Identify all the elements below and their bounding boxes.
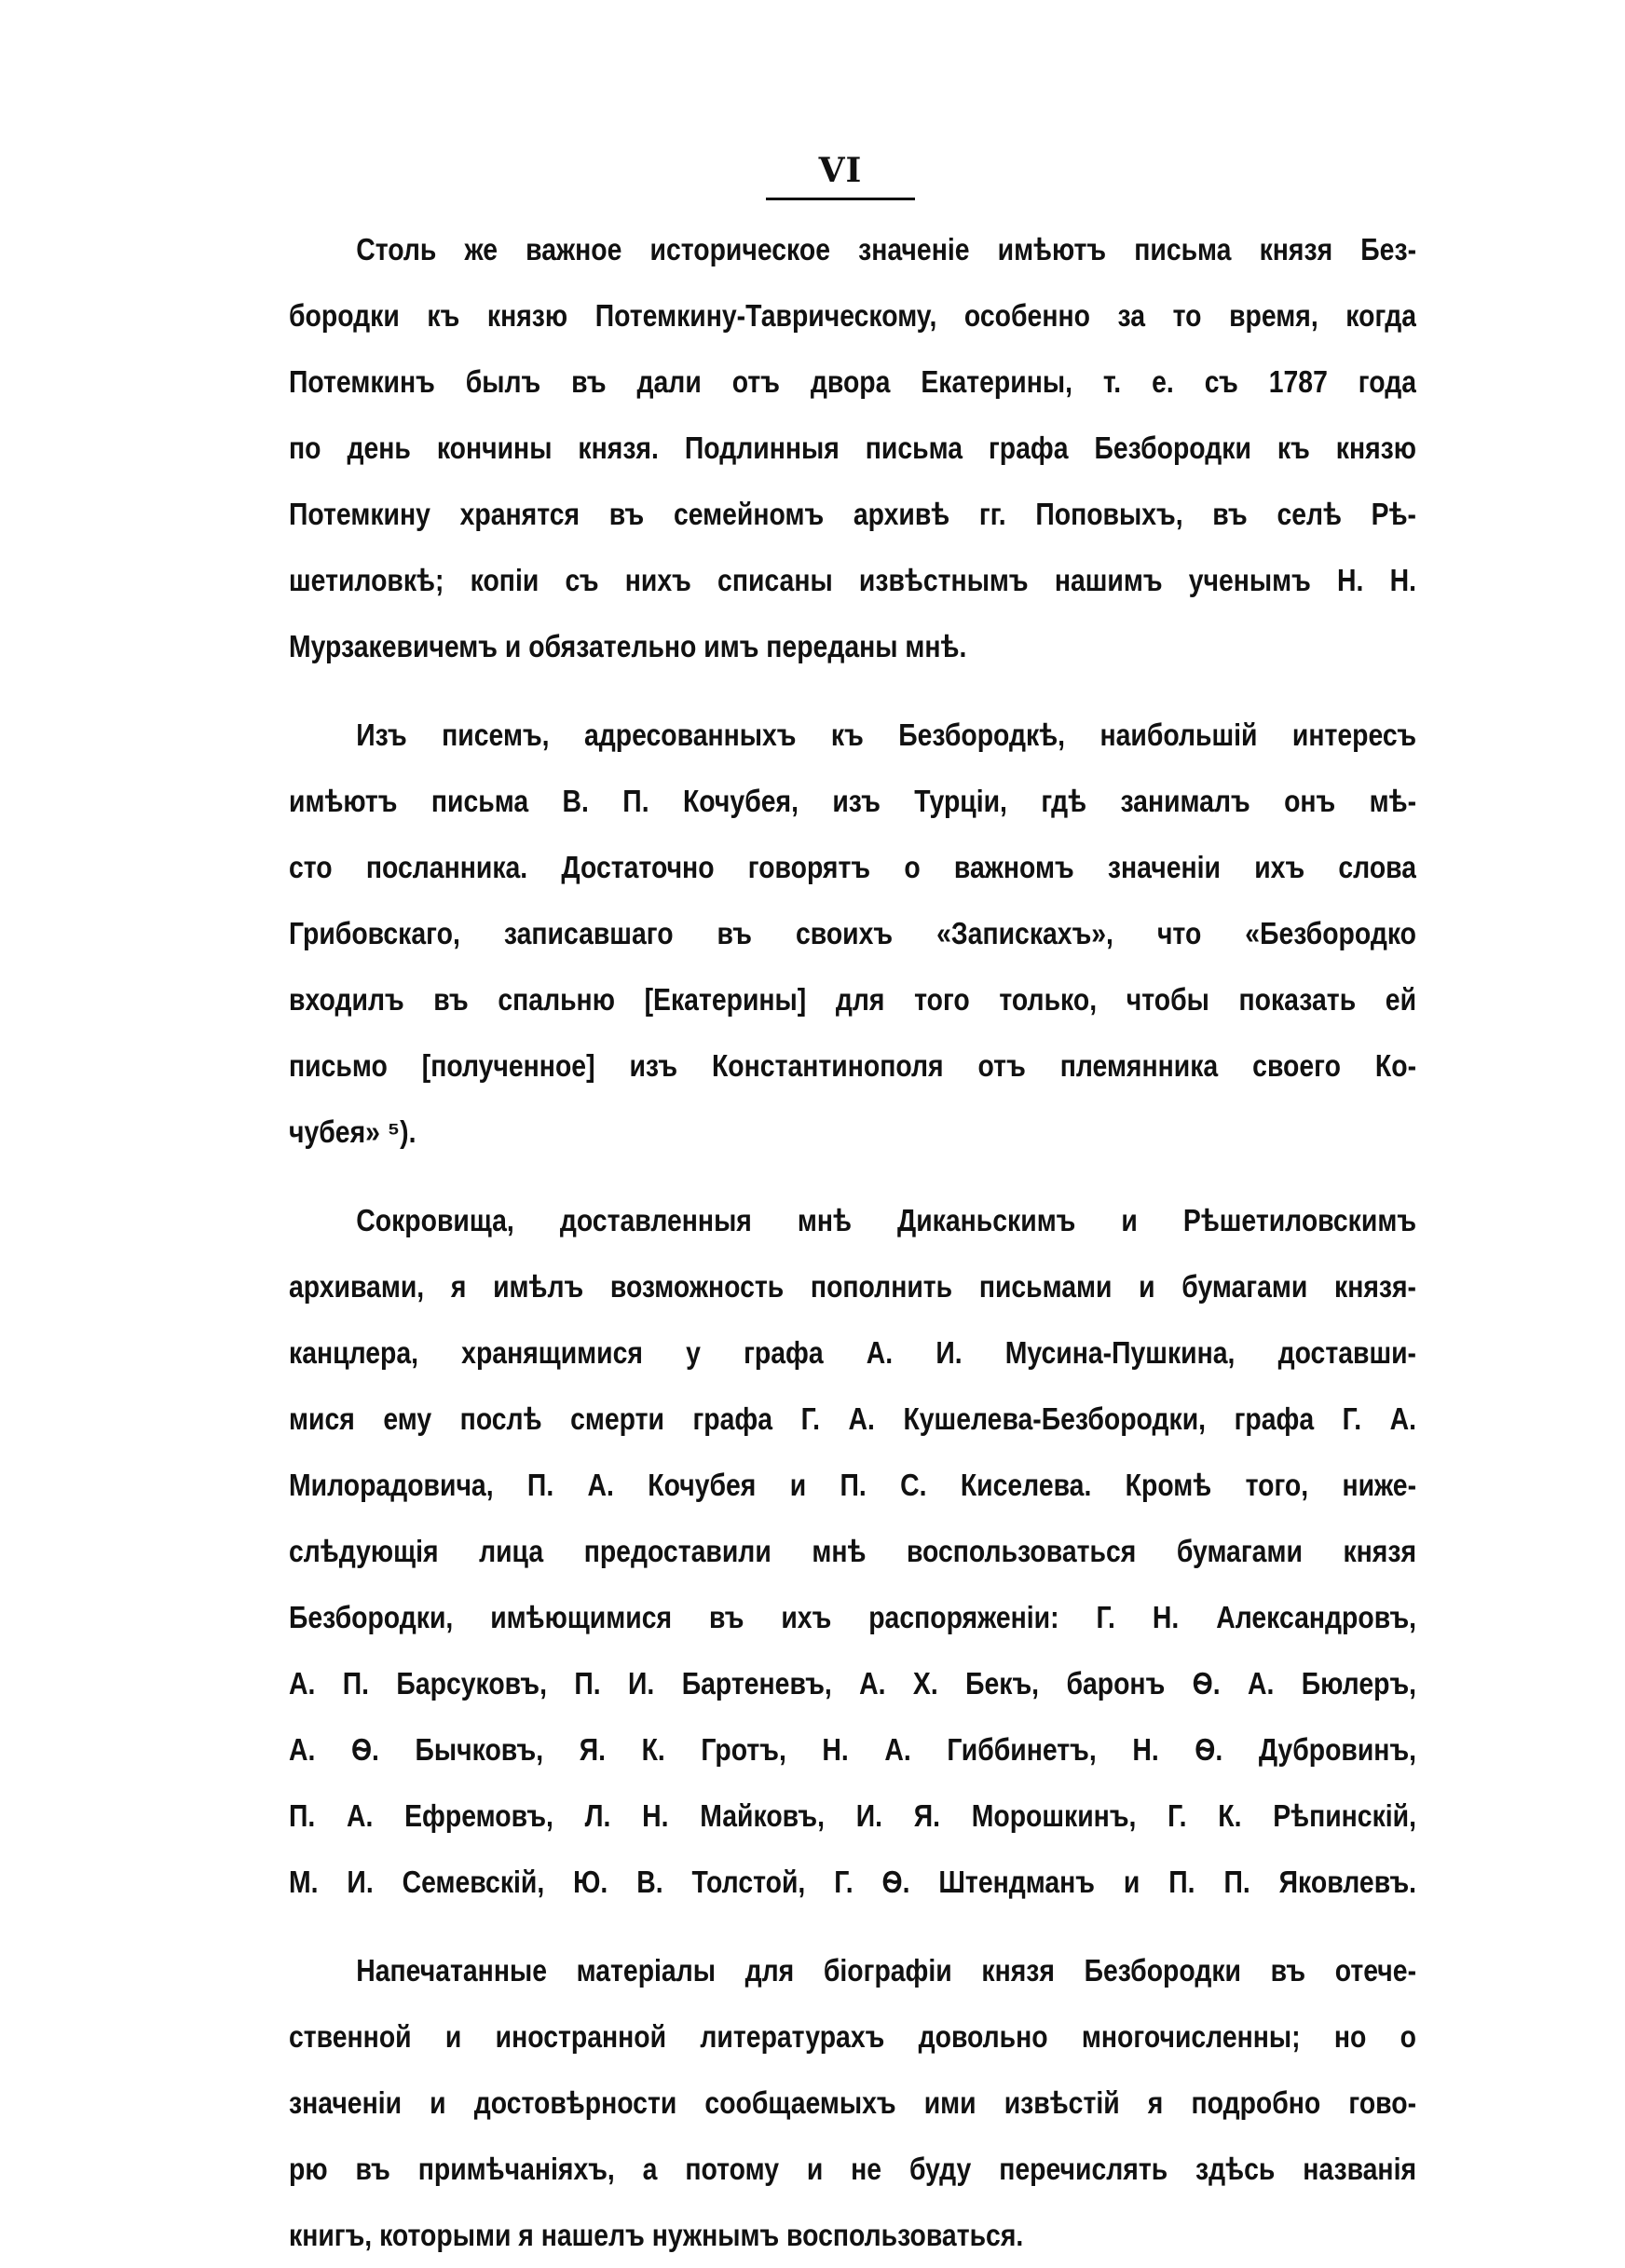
text-line: по день кончины князя. Подлинныя письма графа Безбородки къ князю [289, 430, 1417, 465]
page-number: VI [818, 151, 863, 190]
text-line: чубея» ⁵). [289, 1114, 416, 1149]
text-line: архивами, я имѣлъ возможность пополнить письмами и бумагами князя- [289, 1269, 1417, 1304]
paragraph-2 [289, 702, 1416, 1165]
text-line: Безбородки, имѣющимися въ ихъ распоряженiи: Г. Н. Александровъ, [289, 1600, 1417, 1634]
paragraph-4 [289, 1937, 1416, 2268]
text-line: Напечатанные матерiалы для бiографiи князя Безбородки въ отече- [356, 1953, 1417, 1988]
text-line: ственной и иностранной литературахъ довольно многочисленны; но о [289, 2019, 1417, 2054]
paragraph-gap [289, 1165, 1416, 1187]
text-line: П. А. Ефремовъ, Л. Н. Майковъ, И. Я. Морошкинъ, Г. К. Рѣпинскiй, [289, 1798, 1417, 1833]
text-line: шетиловкѣ; копiи съ нихъ списаны извѣстнымъ нашимъ ученымъ Н. Н. [289, 563, 1417, 597]
paragraph-1 [289, 216, 1416, 679]
text-line: Потемкинъ былъ въ дали отъ двора Екатерины, т. е. съ 1787 года [289, 364, 1417, 399]
text-line: рю въ примѣчанiяхъ, а потому и не буду перечислять здѣсь названiя [289, 2152, 1417, 2186]
text-line: А. П. Барсуковъ, П. И. Бартеневъ, А. Х. Бекъ, баронъ Ѳ. А. Бюлеръ, [289, 1666, 1417, 1701]
text-line: Грибовскаго, записавшаго въ своихъ «Запискахъ», что «Безбородко [289, 916, 1417, 950]
text-line: письмо [полученное] изъ Константинополя отъ племянника своего Ко- [289, 1048, 1417, 1083]
paragraph-gap [289, 679, 1416, 702]
body-text [289, 216, 1416, 2268]
text-line: канцлера, хранящимися у графа А. И. Мусина-Пушкина, доставши- [289, 1335, 1417, 1370]
text-line: Столь же важное историческое значенiе имѣютъ письма князя Без- [356, 232, 1417, 266]
text-line: бородки къ князю Потемкину-Таврическому, особенно за то время, когда [289, 298, 1417, 333]
text-line: входилъ въ спальню [Екатерины] для того только, чтобы показать ей [289, 982, 1417, 1017]
text-line: А. Ѳ. Бычковъ, Я. К. Гротъ, Н. А. Гиббинетъ, Н. Ѳ. Дубровинъ, [289, 1732, 1417, 1767]
text-line: Изъ писемъ, адресованныхъ къ Безбородкѣ, наибольшiй интересъ [356, 717, 1417, 752]
text-line: Сокровища, доставленныя мнѣ Диканьскимъ и Рѣшетиловскимъ [356, 1203, 1417, 1237]
text-line: сто посланника. Достаточно говорятъ о важномъ значенiи ихъ слова [289, 850, 1417, 884]
paragraph-3 [289, 1187, 1416, 1915]
paragraph-gap [289, 1915, 1416, 1937]
header-rule [766, 198, 915, 200]
text-line: Мурзакевичемъ и обязательно имъ переданы мнѣ. [289, 629, 967, 663]
text-line: мися ему послѣ смерти графа Г. А. Кушелева-Безбородки, графа Г. А. [289, 1401, 1417, 1436]
text-line: имѣютъ письма В. П. Кочубея, изъ Турцiи, гдѣ занималъ онъ мѣ- [289, 784, 1417, 818]
text-line: Потемкину хранятся въ семейномъ архивѣ гг. Поповыхъ, въ селѣ Рѣ- [289, 497, 1417, 531]
text-line: М. И. Семевскiй, Ю. В. Толстой, Г. Ѳ. Штендманъ и П. П. Яковлевъ. [289, 1865, 1417, 1899]
text-line: книгъ, которыми я нашелъ нужнымъ воспользоваться. [289, 2218, 1024, 2252]
text-line: слѣдующiя лица предоставили мнѣ воспользоваться бумагами князя [289, 1534, 1417, 1568]
text-line: значенiи и достовѣрности сообщаемыхъ ими извѣстiй я подробно гово- [289, 2085, 1417, 2120]
text-line: Милорадовича, П. А. Кочубея и П. С. Киселева. Кромѣ того, ниже- [289, 1468, 1417, 1502]
